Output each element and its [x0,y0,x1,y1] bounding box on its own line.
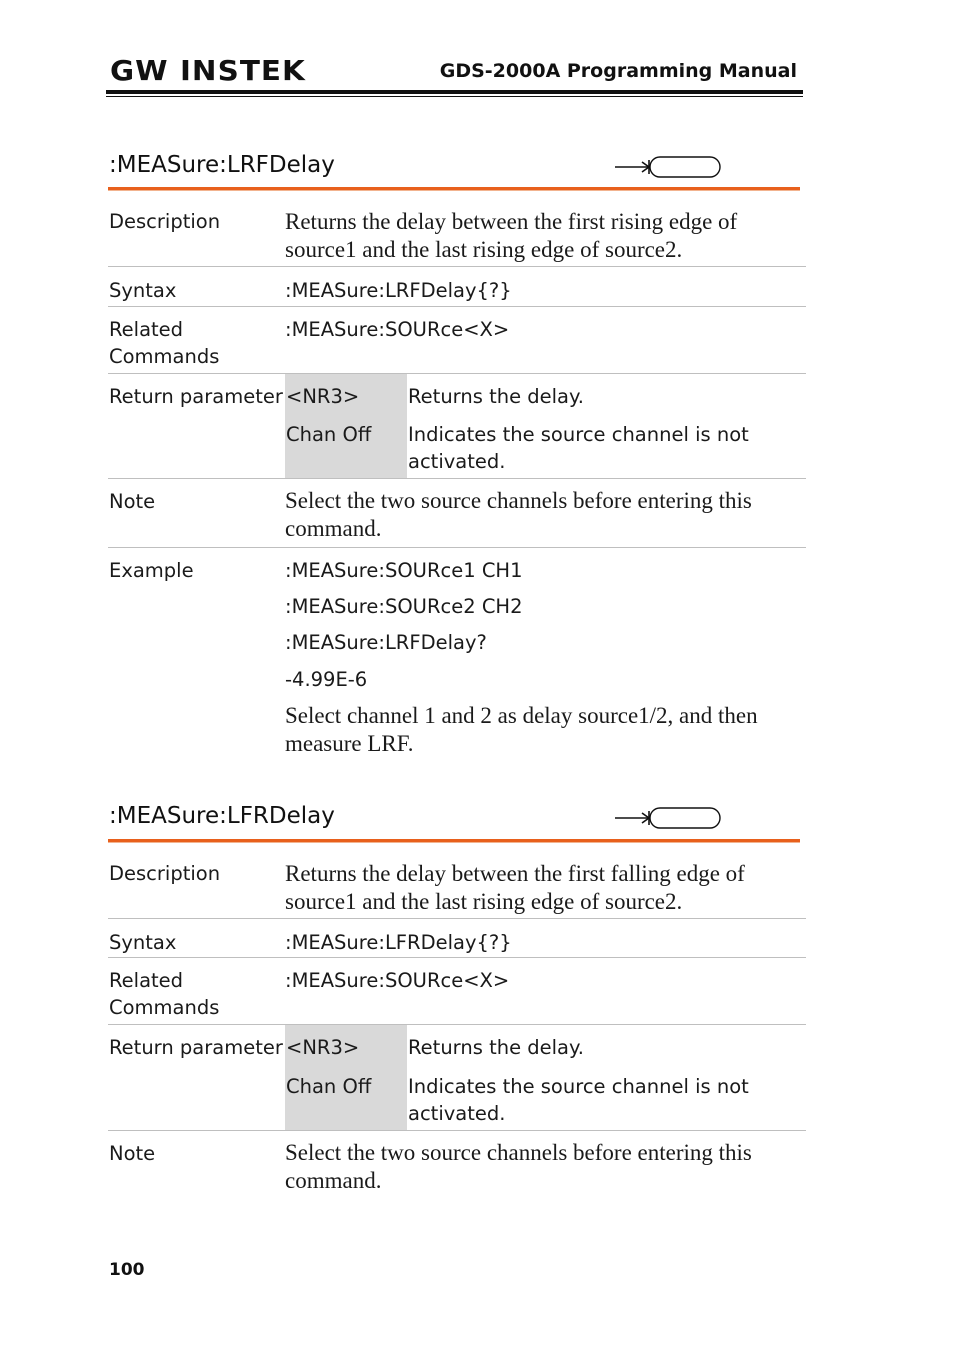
example-line: :MEASure:SOURce1 CH1 [285,559,523,582]
return-param-name: Chan Off [286,1075,372,1098]
return-param-name: <NR3> [286,385,360,408]
note-row [108,479,806,548]
page-header [106,50,803,98]
command-title: :MEASure:LRFDelay [109,152,335,178]
description-text: Returns the delay between the first rising edge of source1 and the last rising edge of source2. [285,209,738,262]
return-param-name: <NR3> [286,1036,360,1059]
syntax-row [108,267,806,307]
description-row [108,206,806,267]
example-label: Example [109,559,194,582]
syntax-label: Syntax [109,931,177,954]
return-param-name: Chan Off [286,423,372,446]
description-text: Returns the delay between the first falling edge of source1 and the last rising edge of source2. [285,861,745,914]
related-label: Related Commands [109,318,220,368]
return-param-desc: Returns the delay. [408,385,584,408]
description-row [108,857,806,919]
return-param-desc: Indicates the source channel is not activated. [408,423,749,473]
section-rule [108,187,800,190]
note-label: Note [109,1142,156,1165]
related-text: :MEASure:SOURce<X> [285,969,510,992]
note-text: Select the two source channels before entering this command. [285,1140,752,1193]
query-command-icon [615,807,725,829]
syntax-text: :MEASure:LRFDelay{?} [285,279,512,302]
syntax-label: Syntax [109,279,177,302]
related-row [108,958,806,1025]
related-label: Related Commands [109,969,220,1019]
gw-instek-logo: GW INSTEK [110,54,306,87]
related-row [108,307,806,374]
example-note: Select channel 1 and 2 as delay source1/2, and then measure LRF. [285,703,758,756]
return-label: Return parameter [109,1036,283,1059]
example-row [108,548,806,758]
command-title: :MEASure:LFRDelay [109,803,335,829]
manual-title: GDS-2000A Programming Manual [439,60,797,82]
description-label: Description [109,210,221,233]
header-rule-thin [106,96,803,97]
section-rule [108,839,800,842]
return-row [108,374,806,479]
return-row [108,1025,806,1131]
example-line: :MEASure:SOURce2 CH2 [285,595,523,618]
page-number: 100 [109,1260,145,1280]
note-text: Select the two source channels before entering this command. [285,488,752,541]
example-line: -4.99E-6 [285,668,368,691]
query-command-icon [615,156,725,178]
related-text: :MEASure:SOURce<X> [285,318,510,341]
note-row [108,1131,806,1199]
header-rule [106,90,803,94]
syntax-row [108,919,806,958]
return-param-desc: Returns the delay. [408,1036,584,1059]
description-label: Description [109,862,221,885]
syntax-text: :MEASure:LFRDelay{?} [285,931,512,954]
return-label: Return parameter [109,385,283,408]
note-label: Note [109,490,156,513]
example-line: :MEASure:LRFDelay? [285,631,487,654]
return-param-desc: Indicates the source channel is not activated. [408,1075,749,1125]
